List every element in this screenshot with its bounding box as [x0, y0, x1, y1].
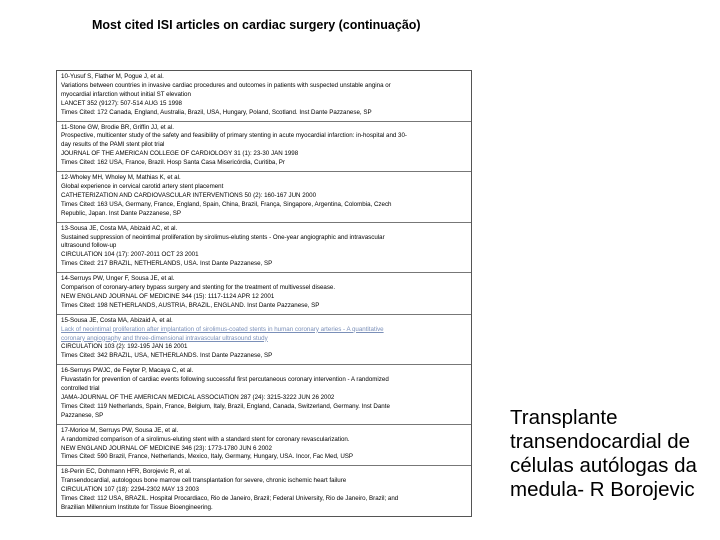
side-note-line: transendocardial de — [510, 430, 691, 453]
article-citations: Times Cited: 112 USA, BRAZIL. Hospital Procardiaco, Rio de Janeiro, Brazil; Federal University, Rio de Janeiro, Brazil; and — [61, 495, 399, 503]
article-title-cont: myocardial infarction without initial ST elevation — [61, 90, 191, 98]
article-citations-cont: Republic, Japan. Inst Dante Pazzanese, SP — [61, 209, 182, 217]
article-citations: Times Cited: 198 NETHERLANDS, AUSTRIA, BRAZIL, ENGLAND. Inst Dante Pazzanese, SP — [61, 301, 320, 309]
article-title-link-cont[interactable]: coronary angiography and three-dimensional intravascular ultrasound study — [61, 334, 268, 342]
article-journal: JAMA-JOURNAL OF THE AMERICAN MEDICAL ASSOCIATION 287 (24): 3215-3222 JUN 26 2002 — [61, 394, 335, 401]
article-list — [56, 70, 472, 517]
article-authors: 14-Serruys PW, Unger F, Sousa JE, et al. — [61, 275, 175, 283]
article-journal: LANCET 352 (9127): 507-514 AUG 15 1998 — [61, 99, 182, 107]
article-title: Fluvastatin for prevention of cardiac events following successful first percutaneous coronary intervention - A randomized — [61, 376, 389, 384]
article-entry-13 — [57, 223, 471, 274]
article-journal: CIRCULATION 107 (18): 2294-2302 MAY 13 2003 — [61, 486, 199, 494]
article-entry-14 — [57, 273, 471, 315]
article-citations: Times Cited: 590 Brazil, France, Netherlands, Mexico, Italy, Germany, Hungary, USA. Incor, Fac Med, USP — [61, 453, 354, 461]
side-note-line: células autólogas da — [510, 454, 697, 477]
article-title-cont: controlled trial — [61, 385, 100, 393]
side-note-line: Transplante — [510, 406, 618, 429]
article-title: A randomized comparison of a sirolimus-eluting stent with a standard stent for coronary revascularization. — [61, 435, 350, 443]
article-citations: Times Cited: 217 BRAZIL, NETHERLANDS, USA. Inst Dante Pazzanese, SP — [61, 260, 273, 268]
article-citations: Times Cited: 172 Canada, England, Australia, Brazil, USA, Hungary, Poland, Scotland. Inst Dante Pazzanese, SP — [61, 108, 372, 116]
article-journal: CATHETERIZATION AND CARDIOVASCULAR INTERVENTIONS 50 (2): 160-167 JUN 2000 — [61, 191, 317, 199]
page-title: Most cited ISI articles on cardiac surgery (continuação) — [92, 18, 421, 32]
side-note — [510, 406, 720, 502]
article-entry-15 — [57, 315, 471, 366]
article-title: Variations between countries in invasive cardiac procedures and outcomes in patients with suspected unstable angina or — [61, 81, 391, 89]
article-title-cont: ultrasound follow-up — [61, 242, 117, 250]
article-journal: CIRCULATION 104 (17): 2007-2011 OCT 23 2001 — [61, 251, 199, 259]
article-title: Transendocardial, autologous bone marrow cell transplantation for severe, chronic ischemic heart failure — [61, 477, 347, 485]
article-journal: CIRCULATION 103 (2): 192-195 JAN 16 2001 — [61, 343, 188, 351]
article-authors: 12-Wholey MH, Wholey M, Mathias K, et al. — [61, 174, 181, 182]
article-citations-cont: Pazzanese, SP — [61, 411, 104, 419]
article-citations: Times Cited: 342 BRAZIL, USA, NETHERLANDS. Inst Dante Pazzanese, SP — [61, 352, 273, 360]
article-citations-cont: Brazilian Millennium Institute for Tissue Bioengineering. — [61, 503, 213, 511]
article-authors: 13-Sousa JE, Costa MA, Abizaid AC, et al. — [61, 224, 178, 232]
article-authors: 16-Serruys PWJC, de Feyter P, Macaya C, et al. — [61, 367, 194, 375]
article-authors: 17-Morice M, Serruys PW, Sousa JE, et al. — [61, 426, 179, 434]
article-title: Global experience in cervical carotid artery stent placement — [61, 182, 224, 190]
article-journal: NEW ENGLAND JOURNAL OF MEDICINE 344 (15): 1117-1124 APR 12 2001 — [61, 292, 275, 300]
article-citations: Times Cited: 162 USA, France, Brazil. Hosp Santa Casa Misericórdia, Curitiba, Pr — [61, 159, 285, 167]
article-authors: 18-Perin EC, Dohmann HFR, Borojevic R, et al. — [61, 468, 192, 476]
article-entry-11 — [57, 122, 471, 173]
article-title: Prospective, multicenter study of the safety and feasibility of primary stenting in acute myocardial infarction: in-hospital and 30- — [61, 132, 407, 140]
article-citations: Times Cited: 163 USA, Germany, France, England, Spain, China, Brazil, França, Singapore, Argentina, Colombia, Czech — [61, 200, 392, 208]
article-authors: 10-Yusuf S, Flather M, Pogue J, et al. — [61, 73, 164, 80]
article-entry-12 — [57, 172, 471, 223]
article-journal: NEW ENGLAND JOURNAL OF MEDICINE 346 (23): 1773-1780 JUN 6 2002 — [61, 444, 272, 452]
article-entry-17 — [57, 425, 471, 467]
article-entry-16 — [57, 365, 471, 424]
article-journal: JOURNAL OF THE AMERICAN COLLEGE OF CARDIOLOGY 31 (1): 23-30 JAN 1998 — [61, 150, 299, 158]
article-title: Sustained suppression of neointimal proliferation by sirolimus-eluting stents - One-year angiographic and intravascular — [61, 233, 385, 241]
article-authors: 15-Sousa JE, Costa MA, Abizaid A, et al. — [61, 316, 173, 324]
article-title-cont: day results of the PAMI stent pilot trial — [61, 141, 165, 149]
article-entry-10 — [57, 71, 471, 122]
article-title: Comparison of coronary-artery bypass surgery and stenting for the treatment of multivessel disease. — [61, 284, 336, 292]
article-title-link[interactable]: Lack of neointimal proliferation after implantation of sirolimus-coated stents in human coronary arteries - A quantitative — [61, 325, 384, 333]
article-authors: 11-Stone GW, Brodie BR, Griffin JJ, et al. — [61, 123, 174, 131]
article-entry-18 — [57, 466, 471, 516]
article-citations: Times Cited: 119 Netherlands, Spain, France, Belgium, Italy, Brazil, England, Canada, Switzerland, Germany. Inst Dante — [61, 402, 390, 410]
side-note-line: medula- R Borojevic — [510, 478, 695, 501]
